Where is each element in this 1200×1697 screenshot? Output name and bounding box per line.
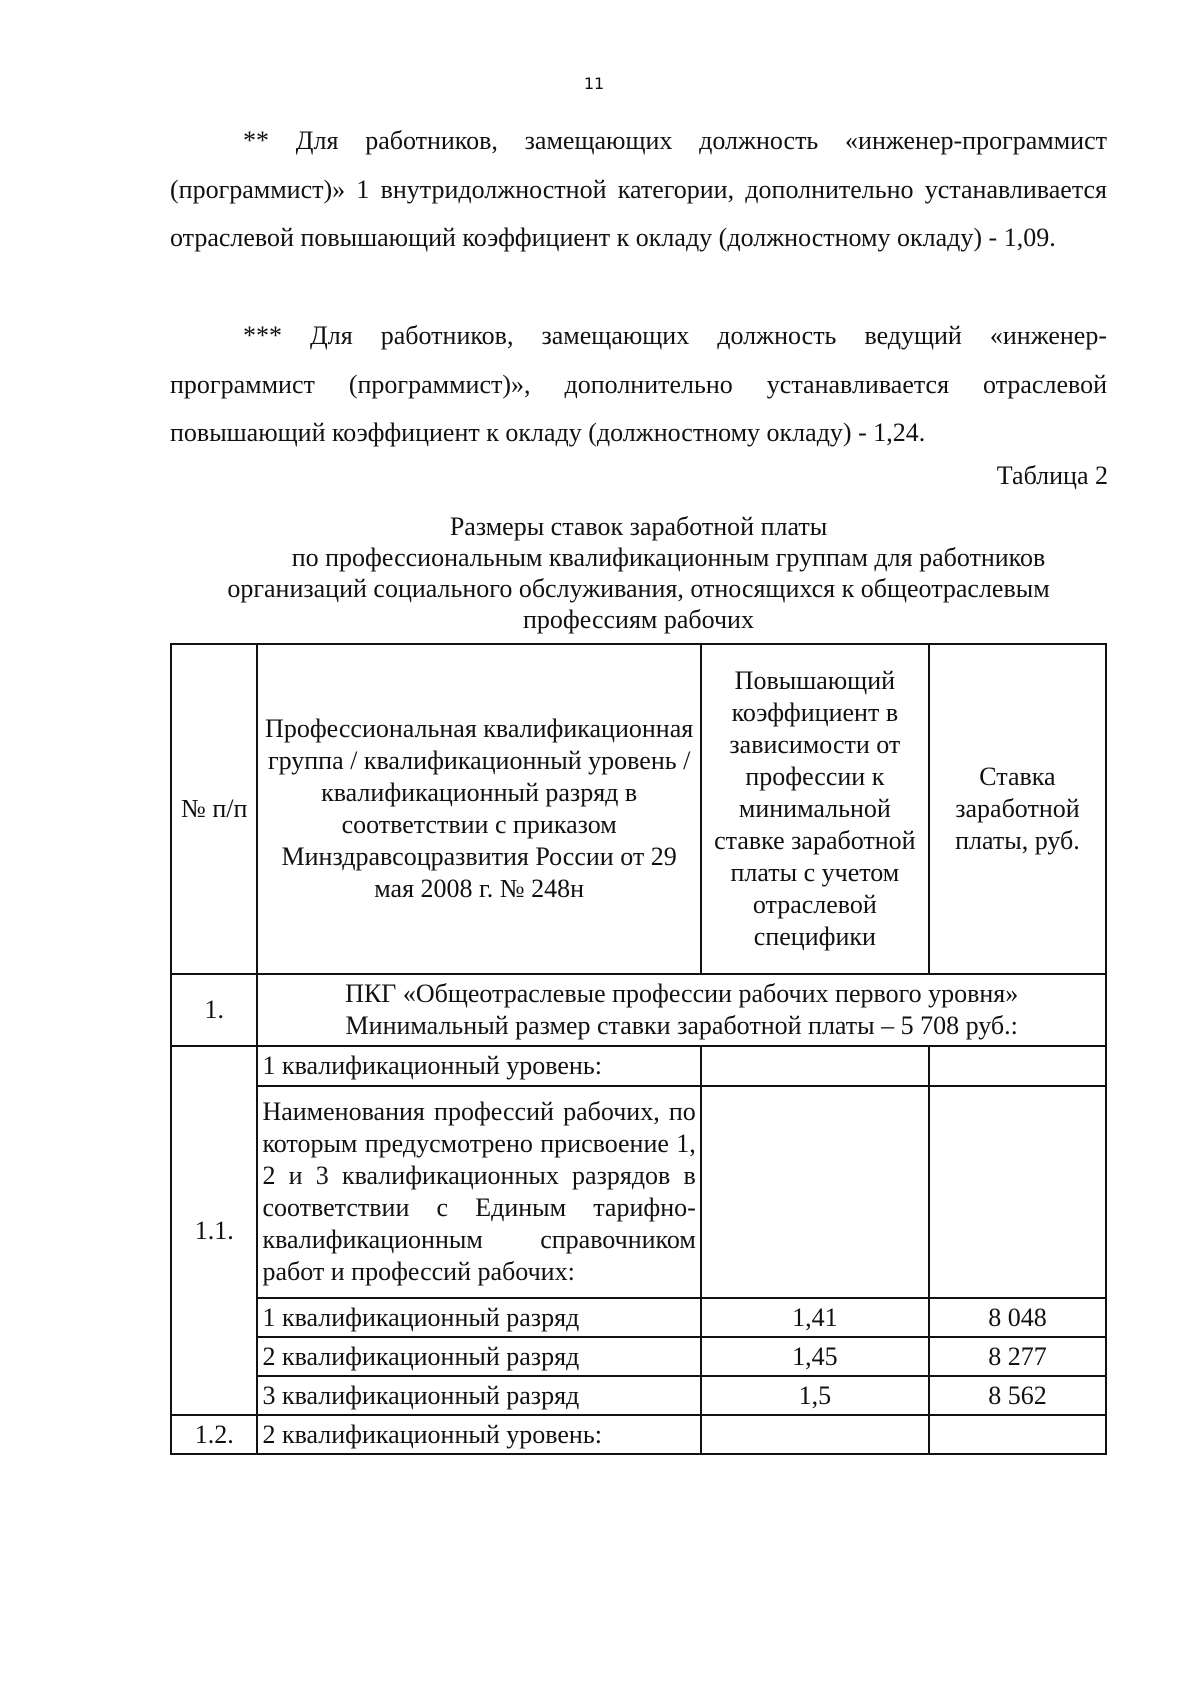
table-row-group — [171, 974, 1106, 1046]
table-row — [171, 1415, 1106, 1454]
empty-cell — [701, 1415, 929, 1454]
table-label: Таблица 2 — [996, 461, 1108, 490]
row-name: 1 квалификационный разряд — [257, 1298, 700, 1337]
empty-cell — [929, 1415, 1106, 1454]
empty-cell — [929, 1086, 1106, 1298]
row-coef: 1,41 — [701, 1298, 929, 1337]
group-title: ПКГ «Общеотраслевые профессии рабочих первого уровня» — [345, 979, 1019, 1008]
level-1-num: 1.1. — [171, 1046, 257, 1415]
empty-cell — [701, 1086, 929, 1298]
row-name: 3 квалификационный разряд — [257, 1376, 700, 1415]
row-name: 2 квалификационный разряд — [257, 1337, 700, 1376]
group-num: 1. — [171, 974, 257, 1046]
group-cell — [257, 974, 1106, 1046]
row-coef: 1,5 — [701, 1376, 929, 1415]
header-rate: Ставка заработной платы, руб. — [929, 644, 1106, 974]
table-title-line-1: Размеры ставок заработной платы — [449, 512, 828, 541]
table-row — [171, 1298, 1106, 1337]
row-rate: 8 048 — [929, 1298, 1106, 1337]
table-title-line-3: организаций социального обслуживания, относящихся к общеотраслевым — [227, 574, 1050, 603]
header-num: № п/п — [171, 644, 257, 974]
row-coef: 1,45 — [701, 1337, 929, 1376]
table-row — [171, 1086, 1106, 1298]
table-header-row — [171, 644, 1106, 974]
table-row — [171, 1376, 1106, 1415]
level-2-num: 1.2. — [171, 1415, 257, 1454]
page-number: 11 — [583, 74, 605, 93]
level-1-label: 1 квалификационный уровень: — [257, 1046, 700, 1086]
group-subtitle: Минимальный размер ставки заработной платы – 5 708 руб.: — [345, 1011, 1018, 1040]
level-2-label: 2 квалификационный уровень: — [257, 1415, 700, 1454]
empty-cell — [929, 1046, 1106, 1086]
row-rate: 8 277 — [929, 1337, 1106, 1376]
footnote-paragraph-1: ** Для работников, замещающих должность «инженер-программист (программист)» 1 внутридолжностной категории, дополнительно устанавливается отраслевой повышающий коэффициент к окладу (должностному окладу) - 1,09. — [170, 126, 1107, 252]
header-coef: Повышающий коэффициент в зависимости от профессии к минимальной ставке заработной платы с учетом отраслевой специфики — [701, 644, 929, 974]
table-row — [171, 1046, 1106, 1086]
table-row — [171, 1337, 1106, 1376]
rates-table — [170, 643, 1107, 1455]
table-title-line-2: по профессиональным квалификационным группам для работников — [291, 543, 1046, 572]
footnote-paragraph-2: *** Для работников, замещающих должность ведущий «инженер-программист (программист)», дополнительно устанавливается отраслевой повышающий коэффициент к окладу (должностному окладу) - 1,24. — [170, 321, 1107, 447]
empty-cell — [701, 1046, 929, 1086]
row-rate: 8 562 — [929, 1376, 1106, 1415]
table-title — [170, 511, 1107, 635]
table-title-line-4: профессиям рабочих — [523, 605, 754, 634]
professions-note: Наименования профессий рабочих, по которым предусмотрено присвоение 1, 2 и 3 квалификационных разрядов в соответствии с Единым тарифно-квалификационным справочником работ и профессий рабочих: — [257, 1086, 700, 1298]
header-name: Профессиональная квалификационная группа / квалификационный уровень / квалификационный разряд в соответствии с приказом Минздравсоцразвития России от 29 мая 2008 г. № 248н — [257, 644, 700, 974]
